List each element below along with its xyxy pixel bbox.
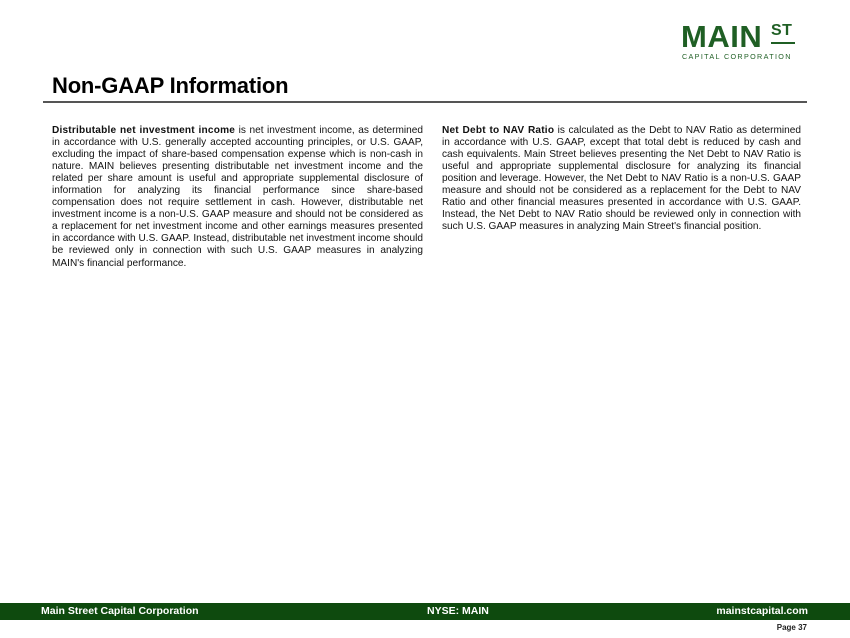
section-term: Net Debt to NAV Ratio [442,125,555,136]
logo-wordmark: MAIN [681,19,763,54]
section-term: Distributable net investment income [52,125,236,136]
title-divider [43,101,807,103]
page-number: Page 37 [776,623,807,632]
company-logo [681,19,801,61]
section-body: is calculated as the Debt to NAV Ratio as determined in accordance with U.S. GAAP, except that total debt is reduced by cash and cash equivalents. Main Street believes presenting the Net Debt to NAV Ratio is useful and appropriate supplemental disclosure for analyzing its financial position and leverage. However, the Net Debt to NAV Ratio is a non-U.S. GAAP measure and should not be considered as a replacement for the Debt to NAV Ratio and other financial measures presented in accordance with U.S. GAAP. Instead, the Net Debt to NAV Ratio should be reviewed only in connection with such U.S. GAAP measures in analyzing Main Street's financial position. [442,125,801,233]
footer-website: mainstcapital.com [716,605,808,617]
section-body: is net investment income, as determined in accordance with U.S. generally accepted accounting principles, or U.S. GAAP, excluding the impact of share-based compensation expense which is non-cash in nature. MAIN believes presenting distributable net investment income and the related per share amount is useful and appropriate supplemental disclosure of information for analyzing its financial performance since share-based compensation does not require settlement in cash. However, distributable net investment income is a non-U.S. GAAP measure and should not be considered as a replacement for net investment income and other earnings measures presented in accordance with U.S. GAAP. Instead, distributable net investment income should be reviewed only in connection with such U.S. GAAP measures in analyzing MAIN's financial performance. [52,125,423,269]
logo-superscript: ST [771,22,793,39]
page-title: Non-GAAP Information [52,73,289,98]
footer-ticker: NYSE: MAIN [427,605,489,617]
logo-subtitle: CAPITAL CORPORATION [682,52,792,61]
logo-underline [771,42,795,44]
footer-company: Main Street Capital Corporation [41,605,199,617]
section-net-debt-nav [442,125,801,233]
section-distributable-nii [52,125,423,270]
